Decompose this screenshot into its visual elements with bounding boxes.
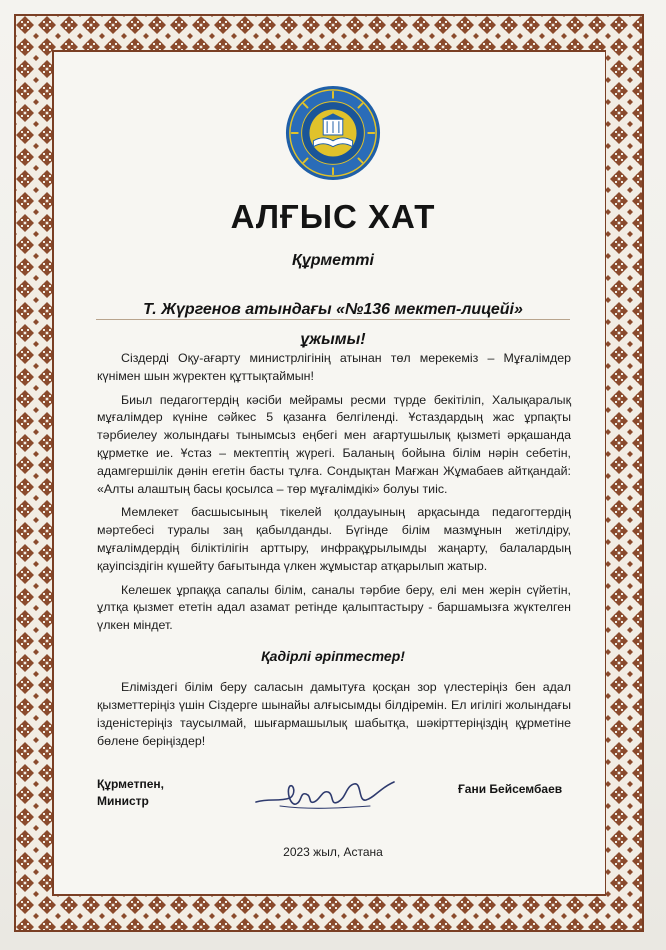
body-paragraph: Келешек ұрпаққа сапалы білім, саналы тәрбие беру, елі мен жерін сүйетін, ұлтқа қызмет ететін адал азамат ретінде қалыптастыру - баршамызға жүктелген үлкен міндет.: [97, 582, 571, 633]
place-date: 2023 жыл, Астана: [283, 845, 383, 859]
handwritten-signature: [250, 772, 400, 818]
closing-body: [97, 678, 571, 750]
addressee-line-2: ұжымы!: [300, 331, 366, 348]
body-paragraph: Мемлекет басшысының тікелей қолдауының арқасында педагогтердің мәртебесі туралы заң қабылданды. Бүгінде білім мазмұнын жетілдіру, мұғалімдердің біліктілігін арттыру, инфрақұрылымды жаңарту, балалардың қауіпсіздігін күшейту бағытында үлкен жұмыстар атқарылып жатыр.: [97, 505, 571, 573]
body-paragraph: Сіздерді Оқу-ағарту министрлігінің атынан төл мерекеміз – Мұғалімдер күнімен шын жүректен құттықтаймын!: [97, 351, 571, 383]
minister-name: Ғани Бейсембаев: [458, 782, 563, 796]
sign-position: Министр: [97, 794, 149, 808]
addressee: [100, 295, 566, 355]
ministry-emblem-icon: [284, 84, 382, 182]
salutation: Құрметті: [292, 252, 374, 269]
addressee-line-1: Т. Жүргенов атындағы «№136 мектеп-лицейі»: [143, 301, 523, 318]
addressee-underline: [96, 319, 570, 320]
sign-respect: Құрметпен,: [97, 777, 164, 791]
closing-paragraph: Еліміздегі білім беру саласын дамытуға қосқан зор үлестеріңіз бен адал қызметтеріңіз үшін Сіздерге шынайы алғысымды білдіремін. Ел игілігі жолындағы ізденістеріңіз таусылмай, шығармашылық шабытқа, шәкірттеріңіздің құрметіне бөлене беріңіздер!: [97, 680, 571, 748]
letter-body: [97, 350, 571, 641]
colleagues-heading: Қадірлі әріптестер!: [261, 648, 405, 664]
body-paragraph: Биыл педагогтердің кәсіби мейрамы ресми түрде бекітіліп, Халықаралық мұғалімдер күніне сәйкес 5 қазанға белгіленді. Ұстаздардың жас ұрпақты тәрбиелеу жолындағы тынымсыз еңбегі мен ағартушылық қызметі әрқашанда құрметке ие. Ұстаз – мектептің жүрегі. Баланың бойына білім нәрін себетін, адамгершілік дәнін егетін басты тұлға. Сондықтан Мағжан Жұмабаев айтқандай: «Алты алаштың басы қосылса – төр мұғалімдікі» болуы тиіс.: [97, 392, 571, 496]
letter-title: АЛҒЫС ХАТ: [230, 198, 436, 235]
signature-block: [97, 776, 164, 810]
